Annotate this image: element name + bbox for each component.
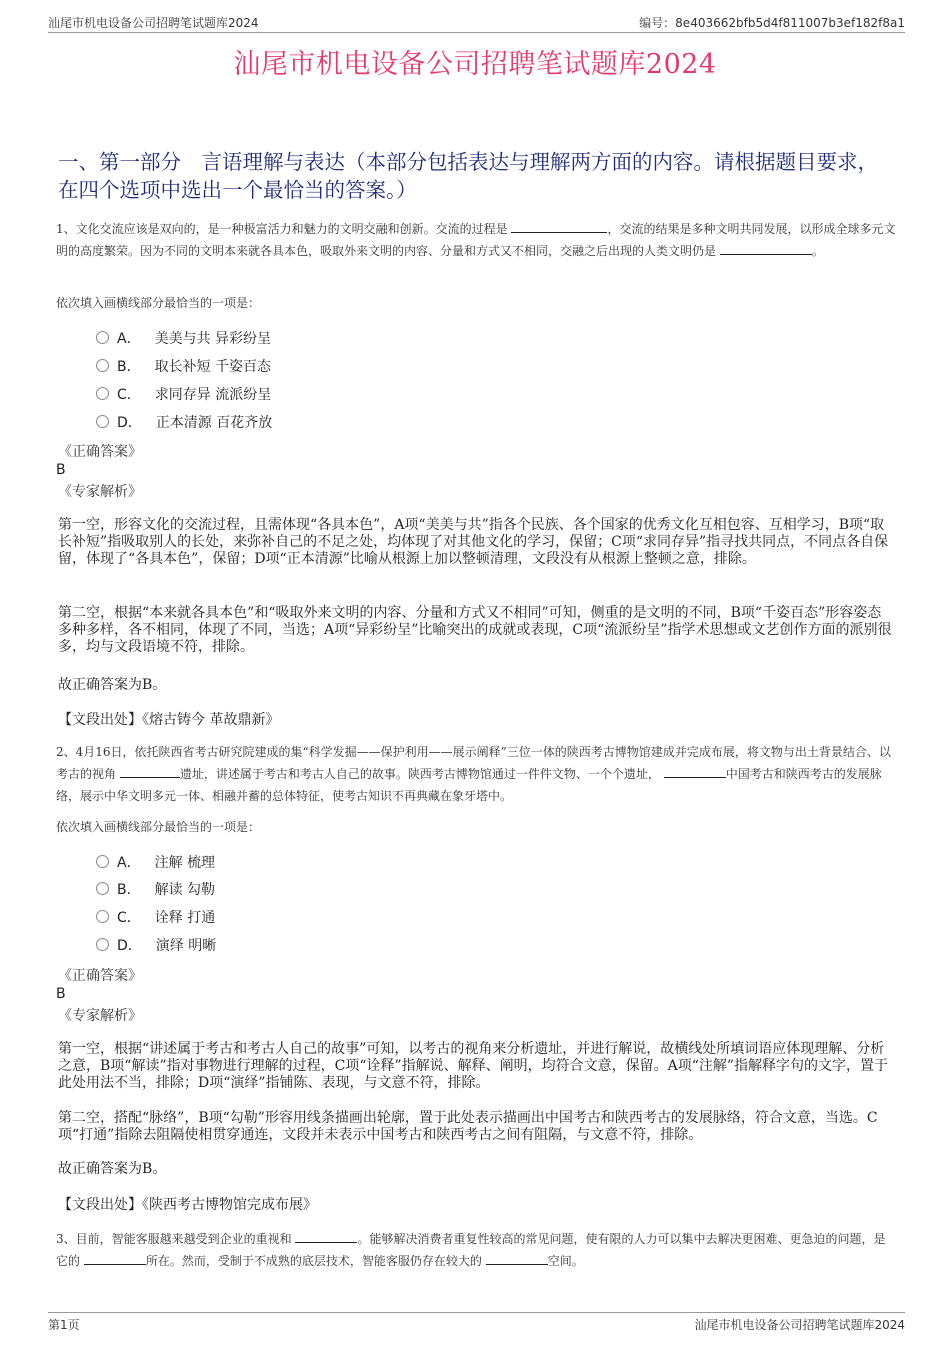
fill-blank bbox=[120, 765, 180, 778]
fill-blank bbox=[486, 1252, 548, 1265]
analysis-paragraph: 第二空，搭配“脉络”，B项“勾勒”形容用线条描画出轮廓，置于此处表示描画出中国考古和陕西考古的发展脉络，符合文意，当选。C项“打通”指除去阻隔使相贯穿通连，文段并未表示中国考古和陕西考古之间有阻隔，与文意不符，排除。 bbox=[58, 1110, 878, 1143]
radio-icon[interactable] bbox=[96, 387, 109, 400]
analysis-conclusion: 故正确答案为B。 bbox=[58, 677, 167, 693]
question-2-instruction: 依次填入画横线部分最恰当的一项是： bbox=[56, 820, 261, 834]
page-footer bbox=[48, 1312, 905, 1333]
section-heading: 一、第一部分 言语理解与表达（本部分包括表达与理解两方面的内容。请根据题目要求，在四个选项中选出一个最恰当的答案。） bbox=[58, 150, 878, 202]
question-2-option-a[interactable]: A． 注解 梳理 bbox=[96, 852, 215, 874]
page-header bbox=[48, 12, 905, 33]
footer-doc-title: 汕尾市机电设备公司招聘笔试题库2024 bbox=[694, 1318, 905, 1332]
source-citation: 【文段出处】《陕西考古博物馆完成布展》 bbox=[58, 1197, 317, 1213]
radio-icon[interactable] bbox=[96, 415, 109, 428]
radio-icon[interactable] bbox=[96, 910, 109, 923]
answer-value: B bbox=[56, 462, 66, 478]
fill-blank bbox=[84, 1252, 146, 1265]
radio-icon[interactable] bbox=[96, 331, 109, 344]
question-1-option-b[interactable]: B． 取长补短 千姿百态 bbox=[96, 356, 271, 378]
analysis-paragraph: 第一空，根据“讲述属于考古和考古人自己的故事”可知，以考古的视角来分析遗址，并进行解说，故横线处所填词语应体现理解、分析之意，B项“解读”指对事物进行理解的过程，C项“诠释”指解说、解释、阐明，均符合文意，保留。A项“注解”指解释字句的文字，置于此处用法不当，排除；D项“演绎”指铺陈、表现，与文意不符，排除。 bbox=[58, 1041, 889, 1091]
question-1-option-a[interactable]: A． 美美与共 异彩纷呈 bbox=[96, 328, 271, 350]
answer-label: 《正确答案》 bbox=[58, 968, 142, 984]
header-doc-id: 编号：8e403662bfb5d4f811007b3ef182f8a1 bbox=[639, 16, 905, 30]
fill-blank bbox=[664, 765, 726, 778]
header-doc-title: 汕尾市机电设备公司招聘笔试题库2024 bbox=[48, 16, 259, 30]
question-2-option-b[interactable]: B． 解读 勾勒 bbox=[96, 879, 215, 901]
question-1-option-d[interactable]: D． 正本清源 百花齐放 bbox=[96, 412, 272, 434]
radio-icon[interactable] bbox=[96, 938, 109, 951]
analysis-label: 《专家解析》 bbox=[58, 1008, 142, 1024]
question-2-stem: 2、4月16日，依托陕西省考古研究院建成的集“科学发掘——保护利用——展示阐释”三位一体的陕西考古博物馆建成并完成布展，将文物与出土背景结合、以考古的视角 遗址，讲述属于考古和考古人自己的故事。陕西考古博物馆通过一件件文物、一个个遗址， 中国考古和陕西考古的发展脉络，展示中华文明多元一体、相融并蓄的总体特征，使考古知识不再典藏在象牙塔中。 bbox=[56, 745, 891, 803]
question-2-option-c[interactable]: C． 诠释 打通 bbox=[96, 907, 215, 929]
question-1-stem: 1、文化交流应该是双向的，是一种极富活力和魅力的文明交融和创新。交流的过程是 ，交流的结果是多种文明共同发展，以形成全球多元文明的高度繁荣。因为不同的文明本来就各具本色，吸取外来文明的内容、分量和方式又不相同，交融之后出现的人类文明仍是 。 bbox=[56, 222, 896, 258]
question-1-option-c[interactable]: C． 求同存异 流派纷呈 bbox=[96, 384, 271, 406]
question-1-instruction: 依次填入画横线部分最恰当的一项是： bbox=[56, 296, 261, 310]
source-citation: 【文段出处】《熔古铸今 革故鼎新》 bbox=[58, 712, 280, 728]
radio-icon[interactable] bbox=[96, 882, 109, 895]
radio-icon[interactable] bbox=[96, 359, 109, 372]
radio-icon[interactable] bbox=[96, 855, 109, 868]
page-title: 汕尾市机电设备公司招聘笔试题库2024 bbox=[233, 49, 717, 80]
analysis-paragraph: 第二空，根据“本来就各具本色”和“吸取外来文明的内容、分量和方式又不相同”可知，侧重的是文明的不同，B项“千姿百态”形容姿态多种多样，各不相同，体现了不同，当选；A项“异彩纷呈”比喻突出的成就或表现，C项“流派纷呈”指学术思想或文艺创作方面的派别很多，均与文段语境不符，排除。 bbox=[58, 605, 892, 655]
analysis-conclusion: 故正确答案为B。 bbox=[58, 1161, 167, 1177]
fill-blank bbox=[295, 1230, 357, 1243]
footer-page-number: 第1页 bbox=[48, 1318, 80, 1332]
question-3-stem: 3、目前，智能客服越来越受到企业的重视和 。能够解决消费者重复性较高的常见问题，使有限的人力可以集中去解决更困难、更急迫的问题，是它的 所在。然而，受制于不成熟的底层技术，智能客服仍存在较大的 空间。 bbox=[56, 1232, 886, 1268]
fill-blank bbox=[720, 242, 812, 255]
analysis-label: 《专家解析》 bbox=[58, 484, 142, 500]
answer-value: B bbox=[56, 986, 66, 1002]
question-2-option-d[interactable]: D． 演绎 明晰 bbox=[96, 935, 216, 957]
analysis-paragraph: 第一空，形容文化的交流过程，且需体现“各具本色”，A项“美美与共”指各个民族、各个国家的优秀文化互相包容、互相学习，B项“取长补短”指吸取别人的长处，来弥补自己的不足之处，均体现了对其他文化的学习，保留；C项“求同存异”指寻找共同点，不同点各自保留，体现了“各具本色”，保留；D项“正本清源”比喻从根源上加以整顿清理，文段没有从根源上整顿之意，排除。 bbox=[58, 517, 889, 567]
fill-blank bbox=[511, 220, 607, 233]
answer-label: 《正确答案》 bbox=[58, 444, 142, 460]
